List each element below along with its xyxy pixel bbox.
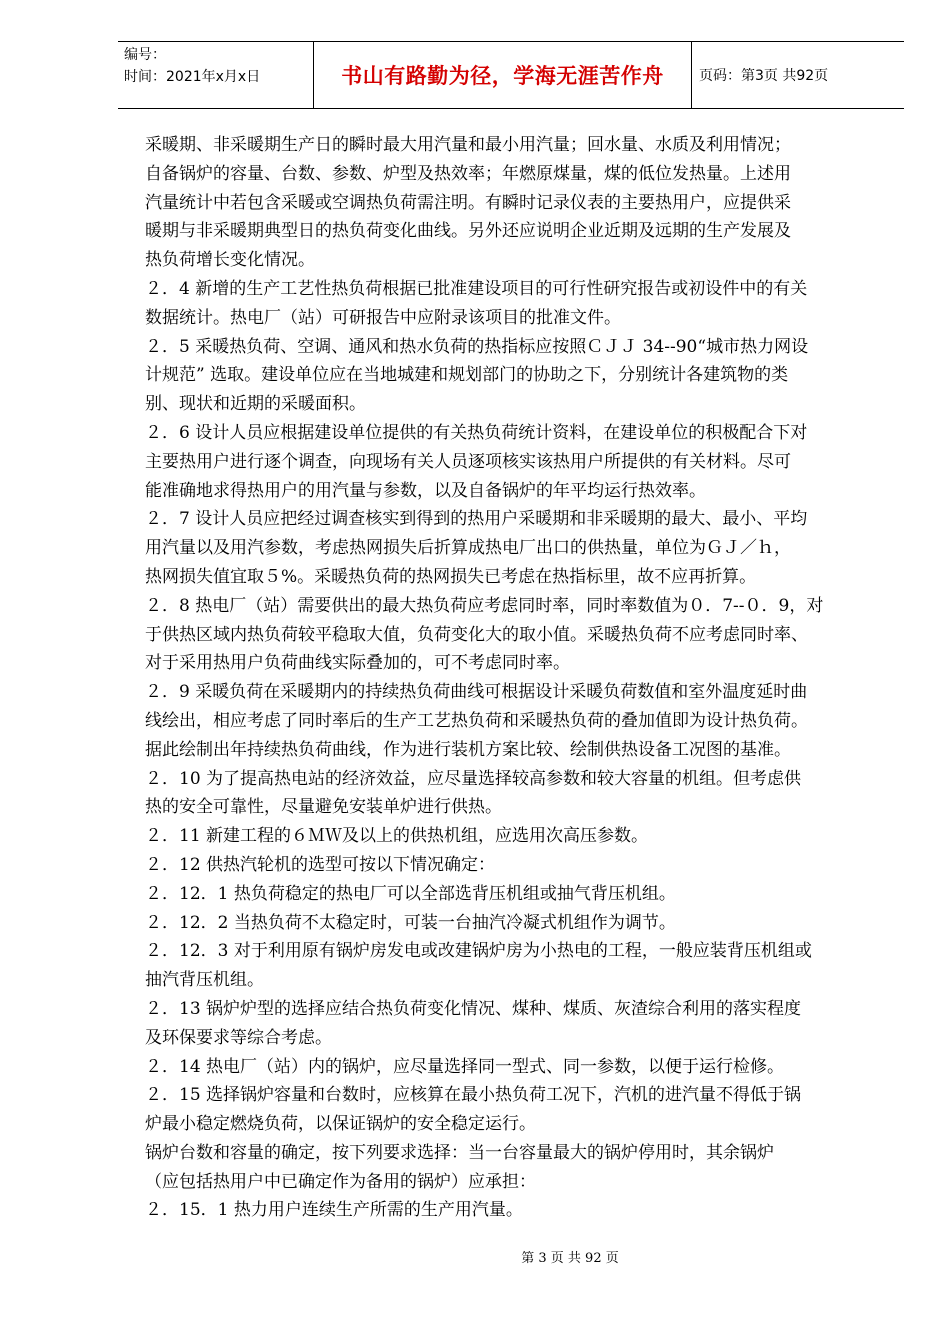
body-text-line: 汽量统计中若包含采暖或空调热负荷需注明。有瞬时记录仪表的主要热用户，应提供采 <box>145 192 791 213</box>
body-text-line: ２．15．1 热力用户连续生产所需的生产用汽量。 <box>145 1200 523 1221</box>
body-text-line: ２．13 锅炉炉型的选择应结合热负荷变化情况、煤种、煤质、灰渣综合利用的落实程度 <box>145 998 802 1019</box>
body-text-line: ２．9 采暖负荷在采暖期内的持续热负荷曲线可根据设计采暖负荷数值和室外温度延时曲 <box>145 682 808 703</box>
body-text-line: ２．11 新建工程的６ＭＷ及以上的供热机组，应选用次高压参数。 <box>145 826 649 847</box>
body-text-line: ２．15 选择锅炉容量和台数时，应核算在最小热负荷工况下，汽机的进汽量不得低于锅 <box>145 1085 802 1106</box>
body-text-line: 及环保要求等综合考虑。 <box>145 1027 332 1048</box>
body-text-line: 主要热用户进行逐个调查，向现场有关人员逐项核实该热用户所提供的有关材料。尽可 <box>145 451 791 472</box>
body-text-line: ２．12．3 对于利用原有锅炉房发电或改建锅炉房为小热电的工程，一般应装背压机组或 <box>145 941 812 962</box>
body-text-line: ２．14 热电厂（站）内的锅炉，应尽量选择同一型式、同一参数，以便于运行检修。 <box>145 1056 785 1077</box>
document-number-label: 编号： <box>124 47 166 63</box>
body-text-line: 热的安全可靠性，尽量避免安装单炉进行供热。 <box>145 797 502 818</box>
body-text-line: 用汽量以及用汽参数，考虑热网损失后折算成热电厂出口的供热量，单位为ＧＪ／ｈ， <box>145 538 791 559</box>
body-text-line: 线绘出，相应考虑了同时率后的生产工艺热负荷和采暖热负荷的叠加值即为设计热负荷。 <box>145 710 808 731</box>
body-text-line: ２．12．2 当热负荷不太稳定时，可装一台抽汽冷凝式机组作为调节。 <box>145 912 676 933</box>
header-motto: 书山有路勤为径，学海无涯苦作舟 <box>341 63 664 88</box>
document-body <box>145 131 880 1225</box>
header-page-cell <box>692 42 904 108</box>
body-text-line: 采暖期、非采暖期生产日的瞬时最大用汽量和最小用汽量；回水量、水质及利用情况； <box>145 135 791 155</box>
body-text-line: 能准确地求得热用户的用汽量与参数，以及自备锅炉的年平均运行热效率。 <box>145 480 706 501</box>
body-text-line: 据此绘制出年持续热负荷曲线，作为进行装机方案比较、绘制供热设备工况图的基准。 <box>145 739 791 760</box>
body-text-line: 数据统计。热电厂（站）可研报告中应附录该项目的批准文件。 <box>145 307 621 328</box>
body-text-line: 暖期与非采暖期典型日的热负荷变化曲线。另外还应说明企业近期及远期的生产发展及 <box>145 221 791 242</box>
page-footer: 第 3 页 共 92 页 <box>521 1251 619 1266</box>
header-page-number: 页码：第3页 共92页 <box>699 68 829 84</box>
page-header <box>118 41 904 109</box>
body-text-line: 于供热区域内热负荷较平稳取大值，负荷变化大的取小值。采暖热负荷不应考虑同时率、 <box>145 624 808 645</box>
body-text-line: 热负荷增长变化情况。 <box>145 250 315 271</box>
body-text-line: （应包括热用户中已确定作为备用的锅炉）应承担： <box>145 1171 536 1192</box>
body-text-line: ２．4 新增的生产工艺性热负荷根据已批准建设项目的可行性研究报告或初设件中的有关 <box>145 278 808 299</box>
body-text-line: ２．6 设计人员应根据建设单位提供的有关热负荷统计资料，在建设单位的积极配合下对 <box>145 422 808 443</box>
body-text-line: 别、现状和近期的采暖面积。 <box>145 394 366 415</box>
body-text-line: ２．8 热电厂（站）需要供出的最大热负荷应考虑同时率，同时率数值为０．7--０．9，对 <box>145 595 824 616</box>
body-text-line: ２．7 设计人员应把经过调查核实到得到的热用户采暖期和非采暖期的最大、最小、平均 <box>145 509 808 530</box>
body-text-line: 锅炉台数和容量的确定，按下列要求选择：当一台容量最大的锅炉停用时，其余锅炉 <box>145 1142 774 1163</box>
body-text-line: 热网损失值宜取５%。采暖热负荷的热网损失已考虑在热指标里，故不应再折算。 <box>145 566 757 587</box>
body-text-line: ２．5 采暖热负荷、空调、通风和热水负荷的热指标应按照ＣＪＪ 34--90“城市热力网设 <box>145 336 809 357</box>
body-text-line: ２．10 为了提高热电站的经济效益，应尽量选择较高参数和较大容量的机组。但考虑供 <box>145 768 802 789</box>
body-text-line: 自备锅炉的容量、台数、参数、炉型及热效率；年燃原煤量，煤的低位发热量。上述用 <box>145 163 791 184</box>
body-text-line: 对于采用热用户负荷曲线实际叠加的，可不考虑同时率。 <box>145 653 570 674</box>
body-text-line: 计规范” 选取。建设单位应在当地城建和规划部门的协助之下，分别统计各建筑物的类 <box>145 365 789 386</box>
body-text-line: ２．12 供热汽轮机的选型可按以下情况确定： <box>145 854 496 875</box>
header-meta <box>118 42 314 108</box>
body-text-line: ２．12．1 热负荷稳定的热电厂可以全部选背压机组或抽气背压机组。 <box>145 883 676 904</box>
body-text-line: 抽汽背压机组。 <box>145 970 264 991</box>
body-text-line: 炉最小稳定燃烧负荷，以保证锅炉的安全稳定运行。 <box>145 1114 536 1135</box>
header-motto-cell <box>314 42 692 108</box>
document-time-label: 时间：2021年x月x日 <box>124 69 261 85</box>
